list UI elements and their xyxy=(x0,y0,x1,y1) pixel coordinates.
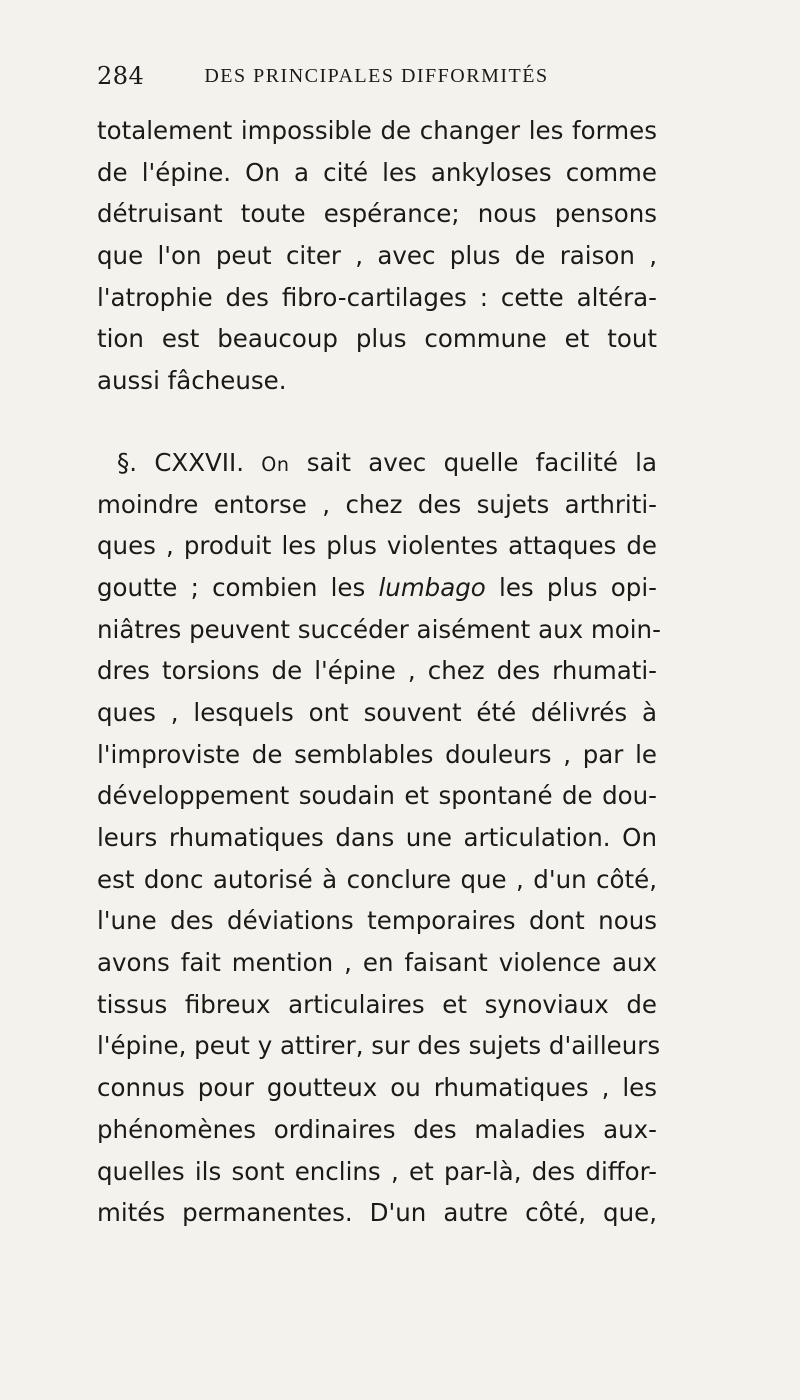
text-line: dres torsions de l'épine , chez des rhumati- xyxy=(97,656,657,686)
paragraph-gap xyxy=(97,402,657,442)
text-line: détruisant toute espérance; nous pensons xyxy=(97,199,657,229)
text-line: tion est beaucoup plus commune et tout xyxy=(97,324,657,354)
text-line-with-italic xyxy=(97,567,657,609)
text-fragment: les plus opi- xyxy=(499,572,657,602)
page-number: 284 xyxy=(97,62,145,90)
text-line: niâtres peuvent succéder aisément aux moin- xyxy=(97,614,661,644)
text-line: aussi fâcheuse. xyxy=(97,366,287,396)
text-fragment: goutte ; combien les xyxy=(97,572,366,602)
section-heading-line xyxy=(97,442,657,484)
italic-word: lumbago xyxy=(378,572,486,602)
text-line: tissus fibreux articulaires et synoviaux de xyxy=(97,989,657,1019)
text-line: est donc autorisé à conclure que , d'un côté, xyxy=(97,864,657,894)
text-line: totalement impossible de changer les formes xyxy=(97,116,657,145)
section-mark: §. CXXVII. xyxy=(117,447,244,477)
text-line: ques , lesquels ont souvent été délivrés à xyxy=(97,697,657,727)
text-line: l'improviste de semblables douleurs , par le xyxy=(97,739,657,769)
text-line: l'épine, peut y attirer, sur des sujets d'ailleurs xyxy=(97,1031,661,1061)
text-fragment: sait avec quelle facilité la xyxy=(306,447,657,477)
text-line: moindre entorse , chez des sujets arthriti- xyxy=(97,489,657,519)
body-text xyxy=(97,110,661,1234)
page-header xyxy=(97,56,680,96)
small-caps-word: On xyxy=(261,452,290,476)
running-head: DES PRINCIPALES DIFFORMITÉS xyxy=(204,64,549,87)
text-line: leurs rhumatiques dans une articulation. On xyxy=(97,823,657,852)
text-line: avons fait mention , en faisant violence aux xyxy=(97,948,657,978)
text-line: ques , produit les plus violentes attaques de xyxy=(97,531,657,561)
text-line: que l'on peut citer , avec plus de raison , xyxy=(97,241,657,271)
text-line: mités permanentes. D'un autre côté, que, xyxy=(97,1198,657,1228)
text-line: de l'épine. On a cité les ankyloses comme xyxy=(97,157,657,187)
text-line: connus pour goutteux ou rhumatiques , les xyxy=(97,1073,657,1103)
text-line: l'une des déviations temporaires dont nous xyxy=(97,906,657,936)
text-line: phénomènes ordinaires des maladies aux- xyxy=(97,1114,657,1144)
text-line: développement soudain et spontané de dou- xyxy=(97,781,657,811)
text-line: quelles ils sont enclins , et par-là, des diffor- xyxy=(97,1156,657,1186)
text-line: l'atrophie des fibro-cartilages : cette altéra- xyxy=(97,282,657,312)
